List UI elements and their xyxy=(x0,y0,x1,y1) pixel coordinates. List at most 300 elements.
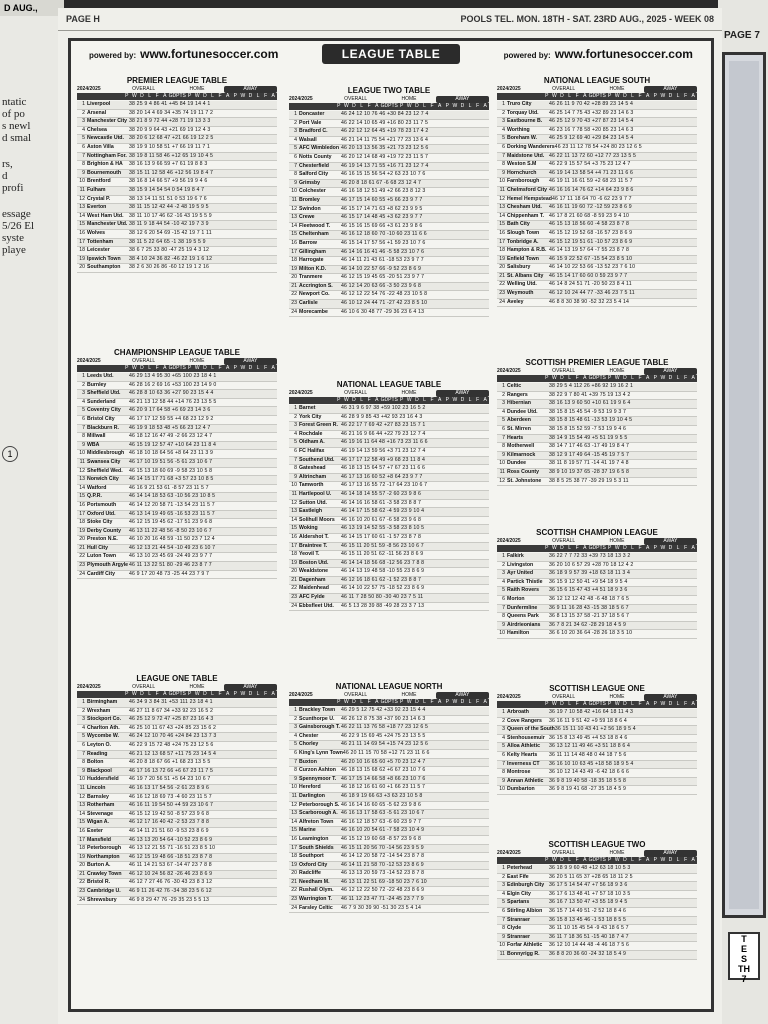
row-position: 16 xyxy=(79,501,85,508)
team-name: Stranraer xyxy=(507,916,531,923)
row-position: 11 xyxy=(79,458,85,465)
table-row xyxy=(77,819,277,828)
page-number: PAGE H xyxy=(66,14,100,24)
row-position: 18 xyxy=(79,247,85,254)
table-row xyxy=(77,399,277,408)
team-stats: 46 14 17 15 58 62 -4 59 23 9 10 4 xyxy=(341,508,425,515)
team-stats: 46 29 13 4 95 30 +65 100 23 18 4 1 xyxy=(129,373,217,379)
table-row xyxy=(497,874,697,883)
team-stats: 46 15 12 19 60 68 -8 57 23 9 6 8 xyxy=(341,835,422,842)
team-stats: 46 25 10 11 67 43 +24 85 23 15 6 2 xyxy=(129,724,217,731)
row-position: 5 xyxy=(502,587,505,594)
team-name: Stenhousemuir xyxy=(507,734,545,741)
team-name: Boston Utd. xyxy=(299,559,329,566)
row-position: 18 xyxy=(291,257,297,264)
row-position: 14 xyxy=(291,818,297,825)
team-name: Ayr United xyxy=(507,570,534,577)
team-stats: 46 12 10 24 56 82 -26 46 23 8 6 9 xyxy=(129,870,213,877)
table-row xyxy=(77,854,277,863)
table-row xyxy=(289,154,489,163)
row-position: 19 xyxy=(291,861,297,868)
table-row xyxy=(289,551,489,560)
table-row xyxy=(77,785,277,794)
table-row xyxy=(77,897,277,906)
row-position: 11 xyxy=(79,186,85,193)
table-column-header: P W D L F A GD PTS P W D L F A P W D L F A xyxy=(497,701,697,708)
team-name: Clyde xyxy=(507,925,522,932)
table-row xyxy=(497,273,697,282)
table-row xyxy=(77,828,277,837)
table-row xyxy=(77,553,277,562)
row-position: 5 xyxy=(82,407,85,414)
table-row xyxy=(497,247,697,256)
left-snip: d xyxy=(2,170,8,182)
row-position: 21 xyxy=(291,878,297,885)
team-stats: 46 23 11 12 78 54 +24 80 23 12 6 5 xyxy=(554,143,642,150)
table-row xyxy=(497,596,697,605)
team-stats: 46 21 14 11 75 54 +21 77 23 13 6 4 xyxy=(341,136,429,143)
team-stats: 38 16 13 9 66 59 +7 61 19 8 8 3 xyxy=(129,161,208,168)
row-position: 6 xyxy=(82,415,85,422)
team-stats: 36 9 11 16 28 43 -15 38 18 5 6 7 xyxy=(549,604,629,611)
row-position: 3 xyxy=(82,716,85,723)
team-name: King's Lynn Town xyxy=(299,749,343,756)
table-row xyxy=(497,917,697,926)
team-stats: 46 19 14 13 58 54 +4 71 23 11 6 6 xyxy=(549,169,634,176)
table-row xyxy=(497,460,697,469)
table-row xyxy=(497,899,697,908)
league-two-table xyxy=(289,85,489,317)
table-row xyxy=(497,426,697,435)
team-name: Southampton xyxy=(87,264,121,271)
team-stats: 36 8 13 15 37 58 -21 37 18 5 6 7 xyxy=(549,613,630,620)
row-position: 6 xyxy=(82,143,85,150)
row-position: 22 xyxy=(499,281,505,288)
table-row xyxy=(289,879,489,888)
team-name: Milton K.D. xyxy=(299,265,327,272)
row-position: 11 xyxy=(499,950,505,957)
table-row xyxy=(77,759,277,768)
row-position: 9 xyxy=(82,169,85,176)
team-stats: 46 5 13 28 39 88 -49 28 23 3 7 13 xyxy=(341,602,425,609)
team-stats: 36 12 10 14 44 48 -4 46 18 7 5 6 xyxy=(549,942,630,949)
team-name: Bolton xyxy=(87,759,104,766)
row-position: 20 xyxy=(79,264,85,271)
team-stats: 46 19 7 20 56 51 +5 64 23 10 6 7 xyxy=(129,776,211,783)
team-stats: 46 14 12 20 58 71 -13 54 23 11 5 7 xyxy=(129,501,215,508)
team-stats: 46 17 16 13 72 66 +6 67 23 11 7 5 xyxy=(129,767,214,774)
table-row xyxy=(289,724,489,733)
team-stats: 46 20 9 17 64 58 +6 69 23 14 3 6 xyxy=(129,407,211,414)
team-stats: 46 10 12 24 44 71 -27 42 23 8 5 10 xyxy=(341,300,428,307)
team-name: Hemel Hempstead xyxy=(507,195,552,202)
table-row xyxy=(289,145,489,154)
team-name: Bonnyrigg R. xyxy=(507,950,540,957)
scottish-league-one-table xyxy=(497,683,697,795)
page-header xyxy=(58,8,722,31)
team-name: Welling Utd. xyxy=(507,281,537,288)
row-position: 21 xyxy=(79,870,85,877)
team-stats: 46 15 19 12 57 47 +10 64 23 11 8 4 xyxy=(129,441,217,448)
team-name: Derby County xyxy=(87,527,122,534)
team-name: Gainsborough T. xyxy=(299,724,340,731)
left-page-header: D AUG., xyxy=(0,0,64,16)
team-name: Darlington xyxy=(299,792,325,799)
table-row xyxy=(497,769,697,778)
row-position: 21 xyxy=(291,282,297,289)
team-stats: 36 20 10 6 57 29 +28 70 18 12 4 2 xyxy=(549,561,634,568)
row-position: 11 xyxy=(291,490,297,497)
table-row xyxy=(289,206,489,215)
table-row xyxy=(77,485,277,494)
table-row xyxy=(289,819,489,828)
team-stats: 46 14 14 18 53 63 -10 56 23 10 8 5 xyxy=(129,493,216,500)
league-title: NATIONAL LEAGUE TABLE xyxy=(336,380,442,389)
team-name: Wigan A. xyxy=(87,819,109,826)
row-position: 18 xyxy=(291,551,297,558)
table-row xyxy=(77,733,277,742)
row-position: 22 xyxy=(291,887,297,894)
row-position: 9 xyxy=(294,179,297,186)
row-position: 24 xyxy=(499,298,505,305)
team-name: Queen of the South xyxy=(507,726,555,733)
table-row xyxy=(77,725,277,734)
team-name: Tranmere xyxy=(299,274,323,281)
team-name: Aldershot T. xyxy=(299,533,329,540)
row-position: 2 xyxy=(502,109,505,116)
team-stats: 38 21 8 9 72 44 +28 71 19 13 3 3 xyxy=(129,118,211,125)
table-row xyxy=(497,908,697,917)
team-stats: 46 12 14 20 63 66 -3 50 23 9 6 8 xyxy=(341,282,422,289)
team-stats: 36 16 7 13 50 47 +3 55 18 9 4 5 xyxy=(549,899,628,906)
league-table-frame xyxy=(68,38,714,1012)
team-name: Dundee xyxy=(507,460,527,467)
team-name: Elgin City xyxy=(507,890,531,897)
row-position: 18 xyxy=(79,845,85,852)
row-position: 19 xyxy=(291,265,297,272)
team-name: West Ham Utd. xyxy=(87,212,124,219)
row-position: 7 xyxy=(502,916,505,923)
row-position: 5 xyxy=(294,741,297,748)
table-row xyxy=(289,750,489,759)
team-name: Harrogate xyxy=(299,257,324,264)
table-row xyxy=(77,433,277,442)
table-row xyxy=(77,571,277,580)
team-name: Blackpool xyxy=(87,767,112,774)
team-stats: 46 15 12 19 51 61 -10 57 23 8 6 9 xyxy=(549,238,633,245)
team-name: St. Johnstone xyxy=(507,477,542,484)
team-name: Southend Utd. xyxy=(299,456,335,463)
right-page-label: PAGE 7 xyxy=(724,30,760,41)
table-row xyxy=(289,905,489,914)
team-stats: 46 12 15 19 48 66 -18 51 23 8 7 8 xyxy=(129,853,213,860)
table-row xyxy=(77,390,277,399)
table-row xyxy=(289,836,489,845)
row-position: 2 xyxy=(502,873,505,880)
team-stats: 36 15 8 13 49 45 +4 53 18 8 4 6 xyxy=(549,734,628,741)
team-name: St. Mirren xyxy=(507,425,531,432)
team-stats: 46 18 13 15 64 57 +7 67 23 11 6 6 xyxy=(341,465,426,472)
row-position: 4 xyxy=(82,724,85,731)
team-name: Stockport Co. xyxy=(87,716,122,723)
table-group-header: 2024/2025 OVERALL HOME AWAY xyxy=(497,694,697,701)
team-name: Notts County xyxy=(299,153,332,160)
row-position: 2 xyxy=(82,109,85,116)
row-position: 2 xyxy=(502,717,505,724)
team-stats: 46 22 9 15 69 45 +24 75 23 13 5 5 xyxy=(341,732,426,739)
team-stats: 46 12 15 19 45 65 -20 51 23 9 7 7 xyxy=(341,274,425,281)
team-name: Southport xyxy=(299,853,324,860)
row-position: 24 xyxy=(291,308,297,315)
row-position: 23 xyxy=(499,290,505,297)
team-stats: 46 16 10 20 54 61 -7 58 23 10 4 9 xyxy=(341,827,425,834)
table-row xyxy=(77,742,277,751)
team-stats: 46 15 16 15 69 66 +3 61 23 9 8 6 xyxy=(341,222,423,229)
team-stats: 46 25 14 7 75 43 +32 89 23 14 6 3 xyxy=(549,109,634,116)
team-stats: 46 18 10 18 64 56 +8 64 23 11 3 9 xyxy=(129,450,214,457)
row-position: 5 xyxy=(294,439,297,446)
table-row xyxy=(497,170,697,179)
row-position: 7 xyxy=(82,424,85,431)
table-row xyxy=(497,951,697,960)
row-position: 14 xyxy=(291,222,297,229)
table-row xyxy=(497,752,697,761)
team-stats: 36 10 12 14 43 49 -6 42 18 6 6 6 xyxy=(549,769,630,776)
row-position: 6 xyxy=(502,595,505,602)
row-position: 10 xyxy=(79,450,85,457)
row-position: 6 xyxy=(502,425,505,432)
team-name: Alloa Athletic xyxy=(507,743,540,750)
team-stats: 46 14 11 21 43 61 -18 53 23 9 7 7 xyxy=(341,257,424,264)
team-name: Norwich City xyxy=(87,476,119,483)
team-name: Leeds Utd. xyxy=(87,373,114,379)
team-stats: 46 17 15 14 66 58 +8 66 23 10 7 6 xyxy=(341,775,426,782)
team-stats: 36 16 10 10 63 45 +18 58 18 9 5 4 xyxy=(549,760,634,767)
team-name: Chesham Utd. xyxy=(507,204,542,211)
row-position: 4 xyxy=(82,398,85,405)
team-name: Boreham W. xyxy=(507,135,537,142)
league-title: SCOTTISH LEAGUE ONE xyxy=(549,684,645,693)
team-stats: 38 22 9 7 80 41 +39 75 19 13 4 2 xyxy=(549,391,631,398)
left-snip: d smal xyxy=(2,132,32,144)
row-position: 10 xyxy=(499,786,505,793)
left-snip: essage xyxy=(2,208,31,220)
table-row xyxy=(497,161,697,170)
team-stats: 46 29 5 12 75 42 +33 92 23 15 4 4 xyxy=(341,707,426,713)
row-position: 7 xyxy=(82,750,85,757)
team-name: AFC Wimbledon xyxy=(299,145,340,152)
team-name: Chesterfield xyxy=(299,162,329,169)
league-title: LEAGUE TWO TABLE xyxy=(347,86,431,95)
team-name: Fulham xyxy=(87,186,106,193)
team-stats: 46 11 13 22 51 80 -29 46 23 8 7 7 xyxy=(129,562,212,569)
row-position: 10 xyxy=(499,460,505,467)
table-row xyxy=(77,144,277,153)
national-league-table xyxy=(289,379,489,611)
team-name: Barnet xyxy=(299,405,316,411)
team-stats: 36 17 6 13 48 41 +7 57 18 10 3 5 xyxy=(549,890,631,897)
table-row xyxy=(289,568,489,577)
row-position: 14 xyxy=(79,810,85,817)
left-snip: rs, xyxy=(2,158,13,170)
row-position: 13 xyxy=(499,204,505,211)
team-name: Newcastle Utd. xyxy=(87,135,124,142)
team-name: Livingston xyxy=(507,561,534,568)
table-row xyxy=(289,431,489,440)
row-position: 3 xyxy=(82,390,85,397)
table-row xyxy=(497,605,697,614)
team-name: Oxford City xyxy=(299,861,328,868)
table-row xyxy=(289,482,489,491)
team-name: East Fife xyxy=(507,873,529,880)
team-name: Plymouth Argyle xyxy=(87,562,129,569)
team-name: Burnley xyxy=(87,381,107,388)
table-row xyxy=(497,383,697,392)
team-name: Nottingham For. xyxy=(87,152,127,159)
team-name: Woking xyxy=(299,525,318,532)
team-stats: 46 24 12 10 70 46 +24 84 23 13 7 3 xyxy=(129,733,217,740)
row-position: 8 xyxy=(294,767,297,774)
national-league-south-table xyxy=(497,75,697,307)
table-row xyxy=(497,891,697,900)
team-stats: 46 16 12 18 57 63 -6 60 23 9 7 7 xyxy=(341,818,422,825)
row-position: 21 xyxy=(79,544,85,551)
team-stats: 38 15 11 12 58 46 +12 56 19 8 4 7 xyxy=(129,169,214,176)
table-row xyxy=(77,187,277,196)
row-position: 14 xyxy=(291,516,297,523)
row-position: 10 xyxy=(499,630,505,637)
team-name: Wycombe W. xyxy=(87,733,119,740)
team-stats: 46 22 11 13 72 60 +12 77 23 13 5 5 xyxy=(549,152,637,159)
team-name: Huddersfield xyxy=(87,776,119,783)
team-name: Chester xyxy=(299,732,319,739)
table-row xyxy=(497,281,697,290)
team-name: Braintree T. xyxy=(299,542,328,549)
row-position: 16 xyxy=(499,229,505,236)
team-name: Aberdeen xyxy=(507,417,531,424)
team-stats: 36 18 9 9 57 39 +18 63 18 11 3 4 xyxy=(549,570,630,577)
table-group-header: 2024/2025 OVERALL HOME AWAY xyxy=(289,390,489,397)
table-row xyxy=(77,519,277,528)
table-row xyxy=(289,759,489,768)
team-name: Chelsea xyxy=(87,126,107,133)
team-stats: 46 15 13 18 56 60 -4 58 23 8 7 8 xyxy=(549,221,630,228)
row-position: 1 xyxy=(502,383,505,389)
team-stats: 36 18 9 9 60 48 +12 63 18 10 5 3 xyxy=(549,865,631,871)
row-position: 16 xyxy=(79,229,85,236)
table-row xyxy=(289,870,489,879)
table-row xyxy=(289,291,489,300)
team-name: Reading xyxy=(87,750,108,757)
team-name: Grimsby xyxy=(299,179,321,186)
team-name: Edinburgh City xyxy=(507,882,545,889)
team-name: Carlisle xyxy=(299,300,318,307)
row-position: 13 xyxy=(79,476,85,483)
team-stats: 36 20 5 11 65 37 +28 65 18 11 2 5 xyxy=(549,873,633,880)
team-stats: 46 15 14 17 60 60 0 59 23 9 7 7 xyxy=(549,272,628,279)
table-row xyxy=(289,405,489,414)
row-position: 22 xyxy=(79,879,85,886)
team-name: Hull City xyxy=(87,544,109,551)
row-position: 20 xyxy=(291,568,297,575)
team-stats: 38 12 6 20 54 69 -15 42 19 7 1 11 xyxy=(129,229,212,236)
issue-info: POOLS TEL. MON. 18TH - SAT. 23RD AUG., 2025 - WEEK 08 xyxy=(460,14,714,24)
table-column-header: P W D L F A GD PTS P W D L F A P W D L F A xyxy=(497,93,697,100)
table-row xyxy=(497,118,697,127)
team-stats: 46 12 13 21 44 54 -10 49 23 6 10 7 xyxy=(129,544,216,551)
row-position: 14 xyxy=(499,212,505,219)
table-row xyxy=(497,187,697,196)
table-row xyxy=(497,882,697,891)
table-row xyxy=(77,536,277,545)
team-name: Cove Rangers xyxy=(507,717,542,724)
table-group-header: 2024/2025 OVERALL HOME AWAY xyxy=(497,850,697,857)
scottish-league-two-table xyxy=(497,839,697,960)
row-position: 7 xyxy=(502,604,505,611)
team-stats: 36 8 8 20 36 60 -24 32 18 5 4 9 xyxy=(549,950,627,957)
team-name: Stirling Albion xyxy=(507,907,543,914)
left-snip: 5/26 El xyxy=(2,220,35,232)
row-position: 12 xyxy=(499,477,505,484)
table-row xyxy=(497,743,697,752)
table-row xyxy=(289,577,489,586)
row-position: 15 xyxy=(79,221,85,228)
row-position: 7 xyxy=(82,152,85,159)
team-stats: 46 16 12 18 60 70 -10 60 23 11 6 6 xyxy=(341,231,427,238)
team-stats: 38 8 5 25 38 77 -39 29 19 5 3 11 xyxy=(549,477,629,484)
row-position: 12 xyxy=(499,195,505,202)
table-row xyxy=(77,204,277,213)
team-name: Spartans xyxy=(507,899,530,906)
team-stats: 46 14 11 21 51 60 -9 53 23 8 6 9 xyxy=(129,827,209,834)
team-stats: 46 9 8 29 47 76 -29 35 23 5 5 13 xyxy=(129,896,210,903)
team-stats: 38 19 9 10 58 51 +7 66 19 11 7 1 xyxy=(129,143,210,150)
table-row xyxy=(289,223,489,232)
team-name: Shrewsbury xyxy=(87,896,117,903)
team-name: Sheffield Utd. xyxy=(87,390,121,397)
team-stats: 36 17 5 14 54 47 +7 56 18 9 3 6 xyxy=(549,882,628,889)
team-name: Coventry City xyxy=(87,407,121,414)
promo-right: powered by: www.fortunesoccer.com xyxy=(503,47,693,61)
row-position: 14 xyxy=(79,484,85,491)
row-position: 12 xyxy=(291,205,297,212)
team-name: Dumbarton xyxy=(507,786,535,793)
team-name: Aston Villa xyxy=(87,143,114,150)
table-row xyxy=(289,887,489,896)
table-row xyxy=(497,392,697,401)
table-row xyxy=(497,553,697,562)
row-position: 7 xyxy=(502,152,505,159)
table-row xyxy=(289,793,489,802)
table-row xyxy=(289,163,489,172)
row-position: 20 xyxy=(291,274,297,281)
team-stats: 46 11 12 23 47 71 -24 45 23 7 7 9 xyxy=(341,896,424,903)
team-stats: 46 12 12 22 50 72 -22 48 23 8 6 9 xyxy=(341,887,425,894)
table-row xyxy=(289,111,489,120)
table-column-header: P W D L F A GD PTS P W D L F A P W D L F A xyxy=(289,699,489,706)
table-row xyxy=(77,545,277,554)
team-name: Tonbridge A. xyxy=(507,238,539,245)
team-name: Farsley Celtic xyxy=(299,904,333,911)
team-name: Radcliffe xyxy=(299,870,321,877)
row-position: 3 xyxy=(502,400,505,407)
table-row xyxy=(77,768,277,777)
row-position: 6 xyxy=(294,749,297,756)
team-name: Bromley xyxy=(299,196,320,203)
team-stats: 38 14 9 15 54 49 +5 51 19 9 5 5 xyxy=(549,434,628,441)
table-row xyxy=(77,450,277,459)
row-position: 20 xyxy=(291,870,297,877)
